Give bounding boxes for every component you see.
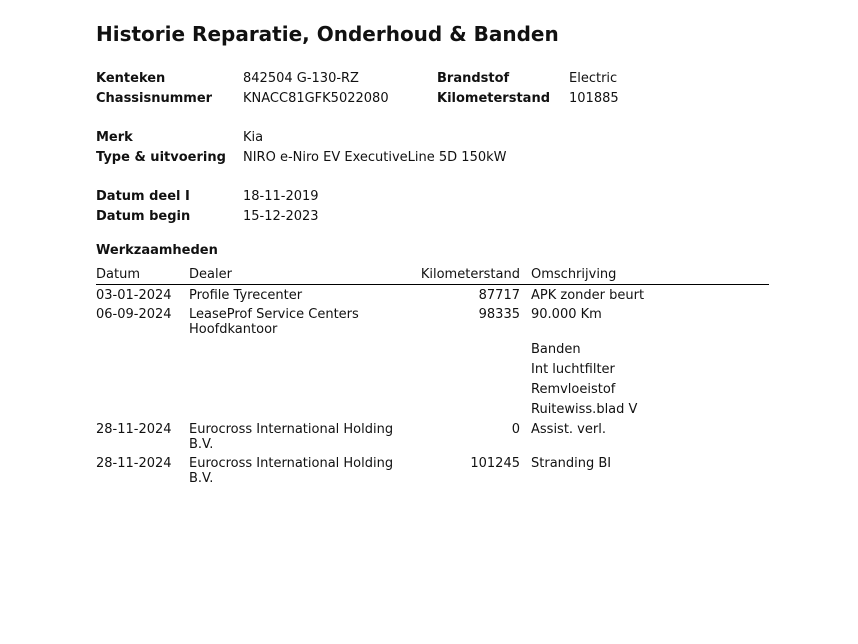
section-heading-werkzaamheden: Werkzaamheden [96,243,218,258]
row-date: 03-01-2024 [96,288,172,303]
kilometerstand-label: Kilometerstand [437,91,551,106]
merk-label: Merk [96,130,133,145]
brandstof-label: Brandstof [437,71,510,86]
kenteken-label: Kenteken [96,71,166,86]
header-divider [96,284,769,285]
brandstof-value: Electric [569,71,618,86]
chassis-value: KNACC81GFK5022080 [243,91,389,106]
chassis-label: Chassisnummer [96,91,213,106]
row-omschrijving: APK zonder beurt [531,288,645,303]
column-header-omschrijving: Omschrijving [531,267,617,282]
row-kilometerstand: 101245 [470,456,520,471]
type-value: NIRO e-Niro EV ExecutiveLine 5D 150kW [243,150,507,165]
row-dealer-line2: Hoofdkantoor [189,322,278,337]
row-kilometerstand: 98335 [478,307,520,322]
kenteken-value: 842504 G-130-RZ [243,71,359,86]
row-kilometerstand: 87717 [478,288,520,303]
type-label: Type & uitvoering [96,150,226,165]
row-date: 28-11-2024 [96,456,172,471]
row-dealer-line2: B.V. [189,437,214,452]
row-omschrijving: Assist. verl. [531,422,606,437]
row-dealer: Eurocross International Holding [189,422,394,437]
row-omschrijving: Ruitewiss.blad V [531,402,638,417]
column-header-dealer: Dealer [189,267,232,282]
column-header-kilometerstand: Kilometerstand [420,267,520,282]
column-header-datum: Datum [96,267,140,282]
datum-begin-value: 15-12-2023 [243,209,319,224]
row-omschrijving: Banden [531,342,581,357]
page-title: Historie Reparatie, Onderhoud & Banden [96,22,559,46]
row-dealer: LeaseProf Service Centers [189,307,359,322]
row-dealer: Profile Tyrecenter [189,288,303,303]
row-omschrijving: Remvloeistof [531,382,616,397]
datum-deel-label: Datum deel I [96,189,190,204]
merk-value: Kia [243,130,264,145]
row-dealer-line2: B.V. [189,471,214,486]
datum-deel-value: 18-11-2019 [243,189,319,204]
row-kilometerstand: 0 [511,422,520,437]
row-omschrijving: Stranding BI [531,456,612,471]
row-omschrijving: 90.000 Km [531,307,602,322]
row-omschrijving: Int luchtfilter [531,362,615,377]
datum-begin-label: Datum begin [96,209,191,224]
row-date: 28-11-2024 [96,422,172,437]
kilometerstand-value: 101885 [569,91,619,106]
row-date: 06-09-2024 [96,307,172,322]
row-dealer: Eurocross International Holding [189,456,394,471]
